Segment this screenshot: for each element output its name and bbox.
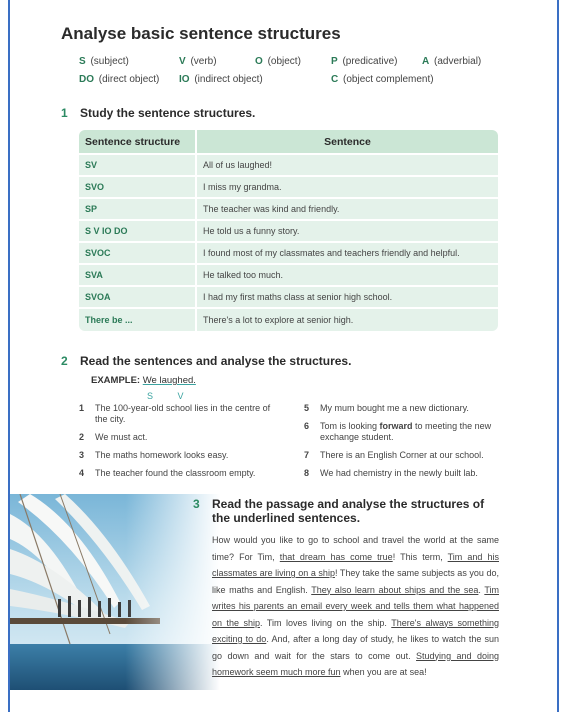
passage-text: How would you like to go to school and travel the world at the same time? For Tim, [212, 535, 499, 562]
structure-cell: SP [79, 199, 197, 221]
page-title: Analyse basic sentence structures [61, 24, 341, 43]
legend-item: V (verb) [179, 56, 217, 67]
sentence-cell: The teacher was kind and friendly. [197, 199, 498, 221]
structure-cell: There be ... [79, 309, 197, 331]
underlined-sentence: Studying and doing homework seem much more fun [212, 650, 499, 677]
structure-cell: SVO [79, 177, 197, 199]
legend-item: A (adverbial) [422, 56, 482, 67]
table-row [79, 199, 498, 221]
section-1-title: Study the sentence structures. [80, 106, 256, 120]
legend-item: S (subject) [79, 56, 129, 67]
legend-row-1 [79, 56, 519, 74]
table-header-structure: Sentence structure [79, 130, 197, 155]
sentence-cell: I had my first maths class at senior high school. [197, 287, 498, 309]
legend-item: P (predicative) [331, 56, 398, 67]
legend-row-2 [79, 74, 519, 92]
sailing-ship-photo [10, 494, 220, 690]
underlined-sentence: Tim writes his parents an email every week and tells them what happened on the ship [212, 584, 499, 628]
table-header-sentence: Sentence [197, 130, 498, 155]
section-3-number: 3 [193, 497, 200, 511]
underlined-sentence: that dream has come true [279, 551, 393, 562]
example [91, 375, 196, 386]
table-row [79, 221, 498, 243]
passage-text: . And, after a long day of study, he likes to watch the sun go down and wait for the stars to come out. [212, 634, 500, 661]
structure-cell: SV [79, 155, 197, 177]
structure-cell: S V IO DO [79, 221, 197, 243]
sentence-cell: There's a lot to explore at senior high. [197, 309, 498, 331]
exercise-list-left: 1 The 100-year-old school lies in the centre of the city. 2 We must act. 3 The maths homework looks easy. 4 The teacher found the classroom empty. [79, 403, 271, 478]
section-1-number: 1 [61, 106, 68, 120]
example-mark-verb: V [177, 391, 184, 401]
abbreviation-legend [79, 56, 519, 92]
example-marks [147, 391, 206, 401]
underlined-sentence: There's always something exciting to do [212, 617, 499, 644]
legend-item: C (object complement) [331, 74, 434, 85]
passage-text: . Tim loves living on the ship. [260, 617, 392, 628]
section-2-title: Read the sentences and analyse the structures. [80, 354, 352, 368]
section-2-number: 2 [61, 354, 68, 368]
structure-cell: SVA [79, 265, 197, 287]
section-3-title: Read the passage and analyse the structures of the underlined sentences. [212, 497, 485, 525]
underlined-sentence: They also learn about ships and the sea [311, 584, 479, 595]
sentence-cell: I found most of my classmates and teachers friendly and helpful. [197, 243, 498, 265]
sentence-cell: He talked too much. [197, 265, 498, 287]
sentence-cell: I miss my grandma. [197, 177, 498, 199]
table-row [79, 243, 498, 265]
structure-cell: SVOC [79, 243, 197, 265]
table-row [79, 309, 498, 331]
legend-item: O (object) [255, 56, 301, 67]
passage-text: . [478, 584, 485, 595]
passage-text: when you are at sea! [340, 667, 427, 677]
passage-text: ! This term, [392, 551, 448, 562]
example-mark-subject: S [147, 391, 154, 401]
legend-item: IO (indirect object) [179, 74, 263, 85]
reading-passage [212, 532, 499, 681]
exercise-list-right: 5 My mum bought me a new dictionary. 6 Tom is looking forward to meeting the new exchange student. 7 There is an English Corner at our school. 8 We had chemistry in the newly built lab. [304, 403, 492, 478]
legend-item: DO (direct object) [79, 74, 160, 85]
table-row [79, 177, 498, 199]
table-header-row [79, 130, 498, 155]
table-row [79, 265, 498, 287]
sentence-cell: He told us a funny story. [197, 221, 498, 243]
underlined-sentence: Tim and his classmates are living on a ship [212, 551, 499, 578]
example-sentence: We laughed. [142, 375, 196, 386]
table-row [79, 287, 498, 309]
example-label: EXAMPLE: [91, 375, 141, 386]
structure-cell: SVOA [79, 287, 197, 309]
table-row [79, 155, 498, 177]
sentence-structure-table [79, 130, 498, 331]
passage-text: ! They take the same subjects as you do, like maths and English. [212, 568, 499, 595]
sentence-cell: All of us laughed! [197, 155, 498, 177]
